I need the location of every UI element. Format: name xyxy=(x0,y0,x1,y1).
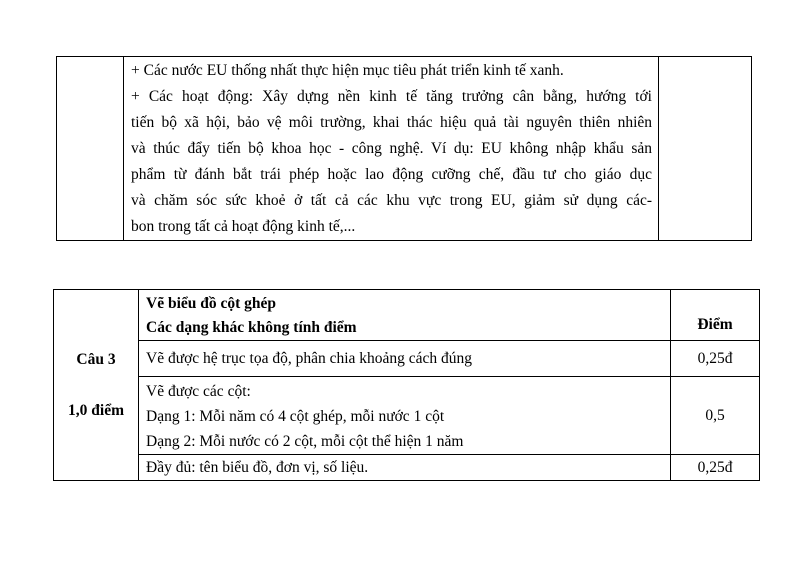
answer-table-left-empty-cell xyxy=(57,57,124,241)
answer-line: và thúc đẩy tiến bộ khoa học - công nghệ. Ví dụ: EU không nhập khẩu sản xyxy=(131,140,652,157)
rubric-header-line: Các dạng khác không tính điểm xyxy=(146,319,357,336)
answer-line: tiến bộ xã hội, bảo vệ môi trường, khai thác hiệu quả tài nguyên thiên nhiên xyxy=(131,114,652,131)
answer-line: + Các nước EU thống nhất thực hiện mục tiêu phát triển kinh tế xanh. xyxy=(131,62,564,79)
question-points: 1,0 điểm xyxy=(68,401,124,419)
answer-line: và chăm sóc sức khoẻ ở tất cả các khu vực trong EU, giảm sử dụng các- xyxy=(131,192,652,209)
answer-table-points-empty-cell xyxy=(659,57,752,241)
rubric-row xyxy=(54,455,760,481)
points-column-header: Điểm xyxy=(671,290,760,341)
answer-detail-table xyxy=(56,56,752,241)
question-label: Câu 3 xyxy=(76,350,116,368)
answer-line: + Các hoạt động: Xây dựng nền kinh tế tăng trưởng cân bằng, hướng tới xyxy=(131,88,652,105)
rubric-criteria-line: Vẽ được hệ trục tọa độ, phân chia khoảng cách đúng xyxy=(146,350,473,367)
answer-line: phẩm từ đánh bắt trái phép hoặc lao động cưỡng chế, đầu tư cho giáo dục xyxy=(131,166,652,183)
rubric-points-cell: 0,25đ xyxy=(671,455,760,481)
rubric-row xyxy=(54,341,760,377)
rubric-criteria-line: Đầy đủ: tên biểu đồ, đơn vị, số liệu. xyxy=(146,459,369,476)
rubric-points-cell: 0,25đ xyxy=(671,341,760,377)
question-cell-spacer xyxy=(54,372,138,399)
rubric-criteria-line: Dạng 2: Mỗi nước có 2 cột, mỗi cột thể hiện 1 năm xyxy=(146,433,464,450)
answer-table-content-cell xyxy=(124,57,659,241)
rubric-criteria-line: Vẽ được các cột: xyxy=(146,383,251,400)
scoring-rubric-table xyxy=(53,289,760,481)
answer-line: bon trong tất cả hoạt động kinh tế,... xyxy=(131,218,356,235)
rubric-criteria-cell xyxy=(139,455,671,481)
rubric-header-criteria-cell xyxy=(139,290,671,341)
question-cell xyxy=(54,290,139,481)
rubric-header-row xyxy=(54,290,760,341)
rubric-header-line: Vẽ biểu đồ cột ghép xyxy=(146,295,277,312)
rubric-criteria-cell xyxy=(139,377,671,455)
answer-table-row xyxy=(57,57,752,241)
rubric-points-cell: 0,5 xyxy=(671,377,760,455)
rubric-criteria-cell xyxy=(139,341,671,377)
rubric-row xyxy=(54,377,760,455)
rubric-criteria-line: Dạng 1: Mỗi năm có 4 cột ghép, mỗi nước 1 cột xyxy=(146,408,445,425)
